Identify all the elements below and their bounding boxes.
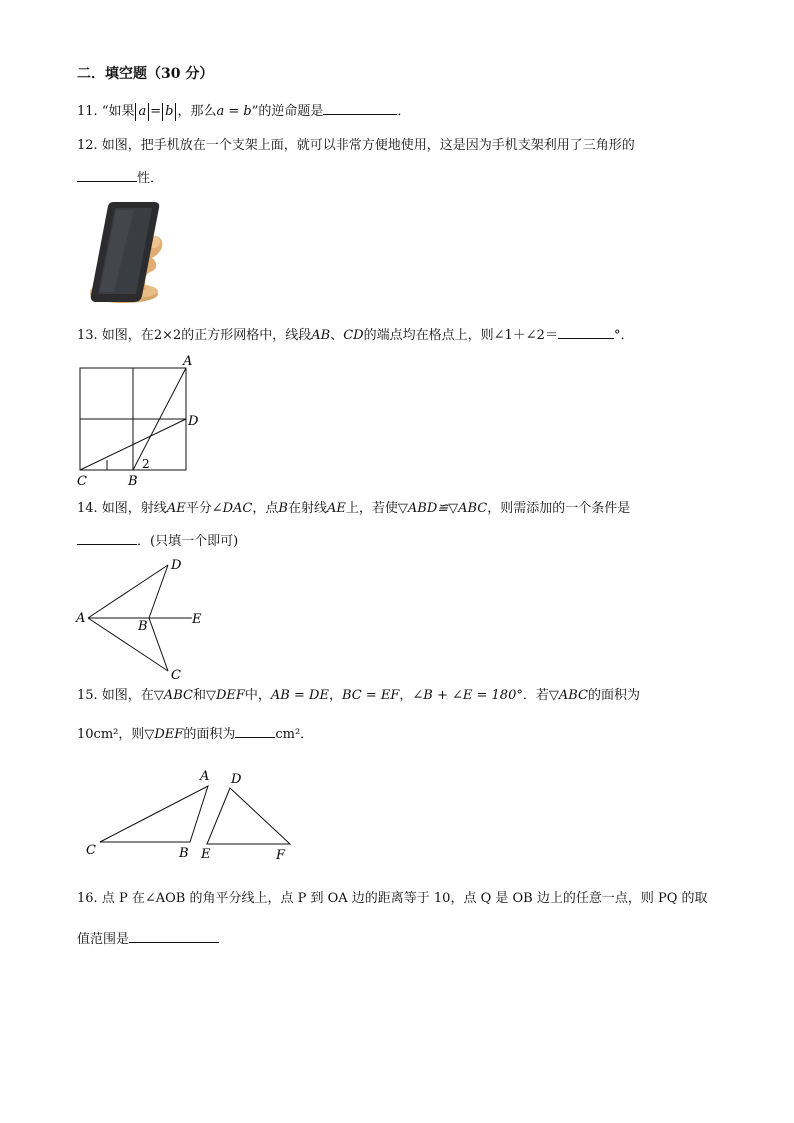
question-12-line2: 性． — [77, 168, 163, 188]
q11-then: ，那么 — [177, 104, 217, 119]
q11-abs-b: b — [162, 103, 176, 121]
phone-stand-image — [84, 198, 164, 308]
label-c: C — [86, 843, 96, 858]
label-c: C — [77, 474, 87, 489]
question-16-line2: 值范围是 — [77, 929, 219, 949]
q13-grid-size: 2×2 — [153, 328, 182, 343]
section-title: 二．填空题（30 分） — [77, 66, 214, 82]
question-12-line1: 12. 如图，把手机放在一个支架上面，就可以非常方便地使用，这是因为手机支架利用了三角形的 — [77, 138, 635, 153]
question-15-line2: 10cm²，则▽DEF的面积为 cm²． — [77, 724, 313, 744]
label-f: F — [276, 848, 286, 863]
answer-blank-12[interactable] — [77, 168, 137, 182]
question-16-line1: 16. 点 P 在∠AOB 的角平分线上，点 P 到 OA 边的距离等于 10，点 Q 是 OB 边上的任意一点，则 PQ 的取 — [77, 891, 708, 906]
label-b: B — [179, 846, 189, 861]
q11-number: 11. — [77, 104, 98, 119]
q11-text-a: “如果 — [101, 104, 135, 119]
label-e: E — [192, 612, 202, 627]
q13-expression: ∠1＋∠2＝ — [493, 328, 558, 343]
label-b: B — [138, 619, 148, 634]
label-a: A — [200, 769, 210, 784]
triangles-figure — [80, 762, 300, 867]
label-d: D — [188, 414, 199, 429]
question-14-line1: 14. 如图，射线AE平分∠DAC，点B在射线AE上，若使▽ABD≌▽ABC，则需添加的一个条件是 — [77, 501, 631, 516]
question-13: 13. 如图，在2×2的正方形网格中，线段AB、CD的端点均在格点上，则∠1＋∠2＝ °． — [77, 325, 633, 345]
triangle-abc — [100, 786, 208, 842]
q11-condition: a = b — [216, 104, 252, 119]
question-11: 11. “如果 a = b ，那么a = b”的逆命题是 ． — [77, 101, 410, 121]
label-angle-2: 2 — [142, 457, 150, 471]
q11-text-b: ”的逆命题是 — [251, 104, 324, 119]
answer-blank-15[interactable] — [235, 724, 275, 738]
label-d: D — [171, 558, 182, 573]
answer-blank-13[interactable] — [558, 325, 614, 339]
q11-abs-a: a — [135, 103, 149, 121]
label-e: E — [201, 847, 211, 862]
q15-area: 10cm² — [77, 727, 119, 742]
label-a: A — [183, 354, 193, 369]
label-d: D — [231, 772, 242, 787]
q11-eq: = — [150, 104, 162, 119]
grid-figure — [72, 352, 212, 492]
answer-blank-11[interactable] — [323, 101, 397, 115]
answer-blank-14[interactable] — [77, 531, 137, 545]
label-c: C — [171, 668, 181, 683]
question-14-line2: ．(只填一个即可) — [77, 531, 238, 551]
answer-blank-16[interactable] — [129, 929, 219, 943]
triangle-def — [207, 788, 290, 844]
label-a: A — [76, 611, 86, 626]
q14-congruence: ▽ABD≌▽ABC — [397, 501, 488, 516]
label-b: B — [128, 474, 138, 489]
question-15-line1: 15. 如图，在▽ABC和▽DEF中，AB = DE，BC = EF，∠B + ∠E = 180°．若▽ABC的面积为 — [77, 688, 641, 703]
ray-figure — [70, 555, 210, 685]
